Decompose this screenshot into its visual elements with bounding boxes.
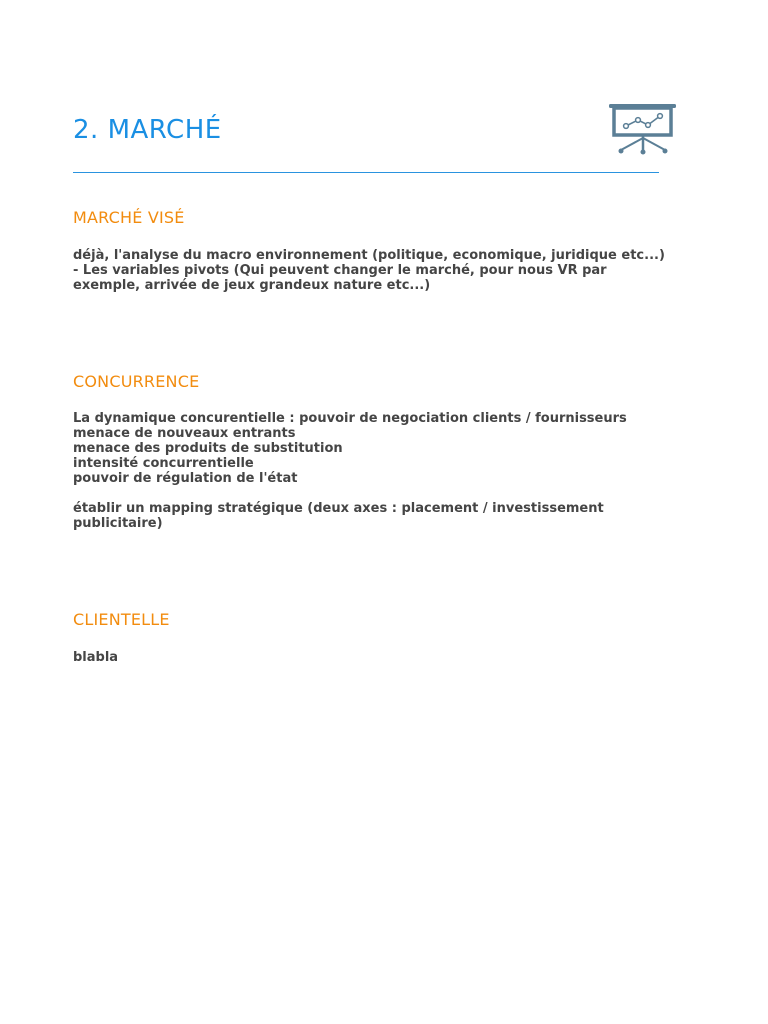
paragraph-gap [73, 486, 703, 501]
text-line: blabla [73, 650, 119, 665]
section-body-marche-vise [73, 248, 703, 293]
section-heading-clientelle: CLIENTELLE [73, 610, 170, 629]
text-line: - Les variables pivots (Qui peuvent changer le marché, pour nous VR par [73, 263, 607, 278]
text-line: pouvoir de régulation de l'état [73, 471, 298, 486]
section-body-concurrence [73, 411, 703, 531]
section-heading-marche-vise: MARCHÉ VISÉ [73, 208, 185, 227]
section-body-clientelle [73, 650, 703, 665]
text-line: publicitaire) [73, 516, 163, 531]
page-title: 2. MARCHÉ [73, 115, 222, 145]
text-line: déjà, l'analyse du macro environnement (politique, economique, juridique etc...) [73, 248, 665, 263]
text-line: établir un mapping stratégique (deux axes : placement / investissement [73, 501, 604, 516]
text-line: La dynamique concurentielle : pouvoir de negociation clients / fournisseurs [73, 411, 627, 426]
title-divider [73, 172, 659, 173]
text-line: menace de nouveaux entrants [73, 426, 296, 441]
presentation-chart-icon [607, 101, 679, 157]
text-line: intensité concurrentielle [73, 456, 254, 471]
text-line: exemple, arrivée de jeux grandeux nature etc...) [73, 278, 431, 293]
section-heading-concurrence: CONCURRENCE [73, 372, 200, 391]
text-line: menace des produits de substitution [73, 441, 343, 456]
